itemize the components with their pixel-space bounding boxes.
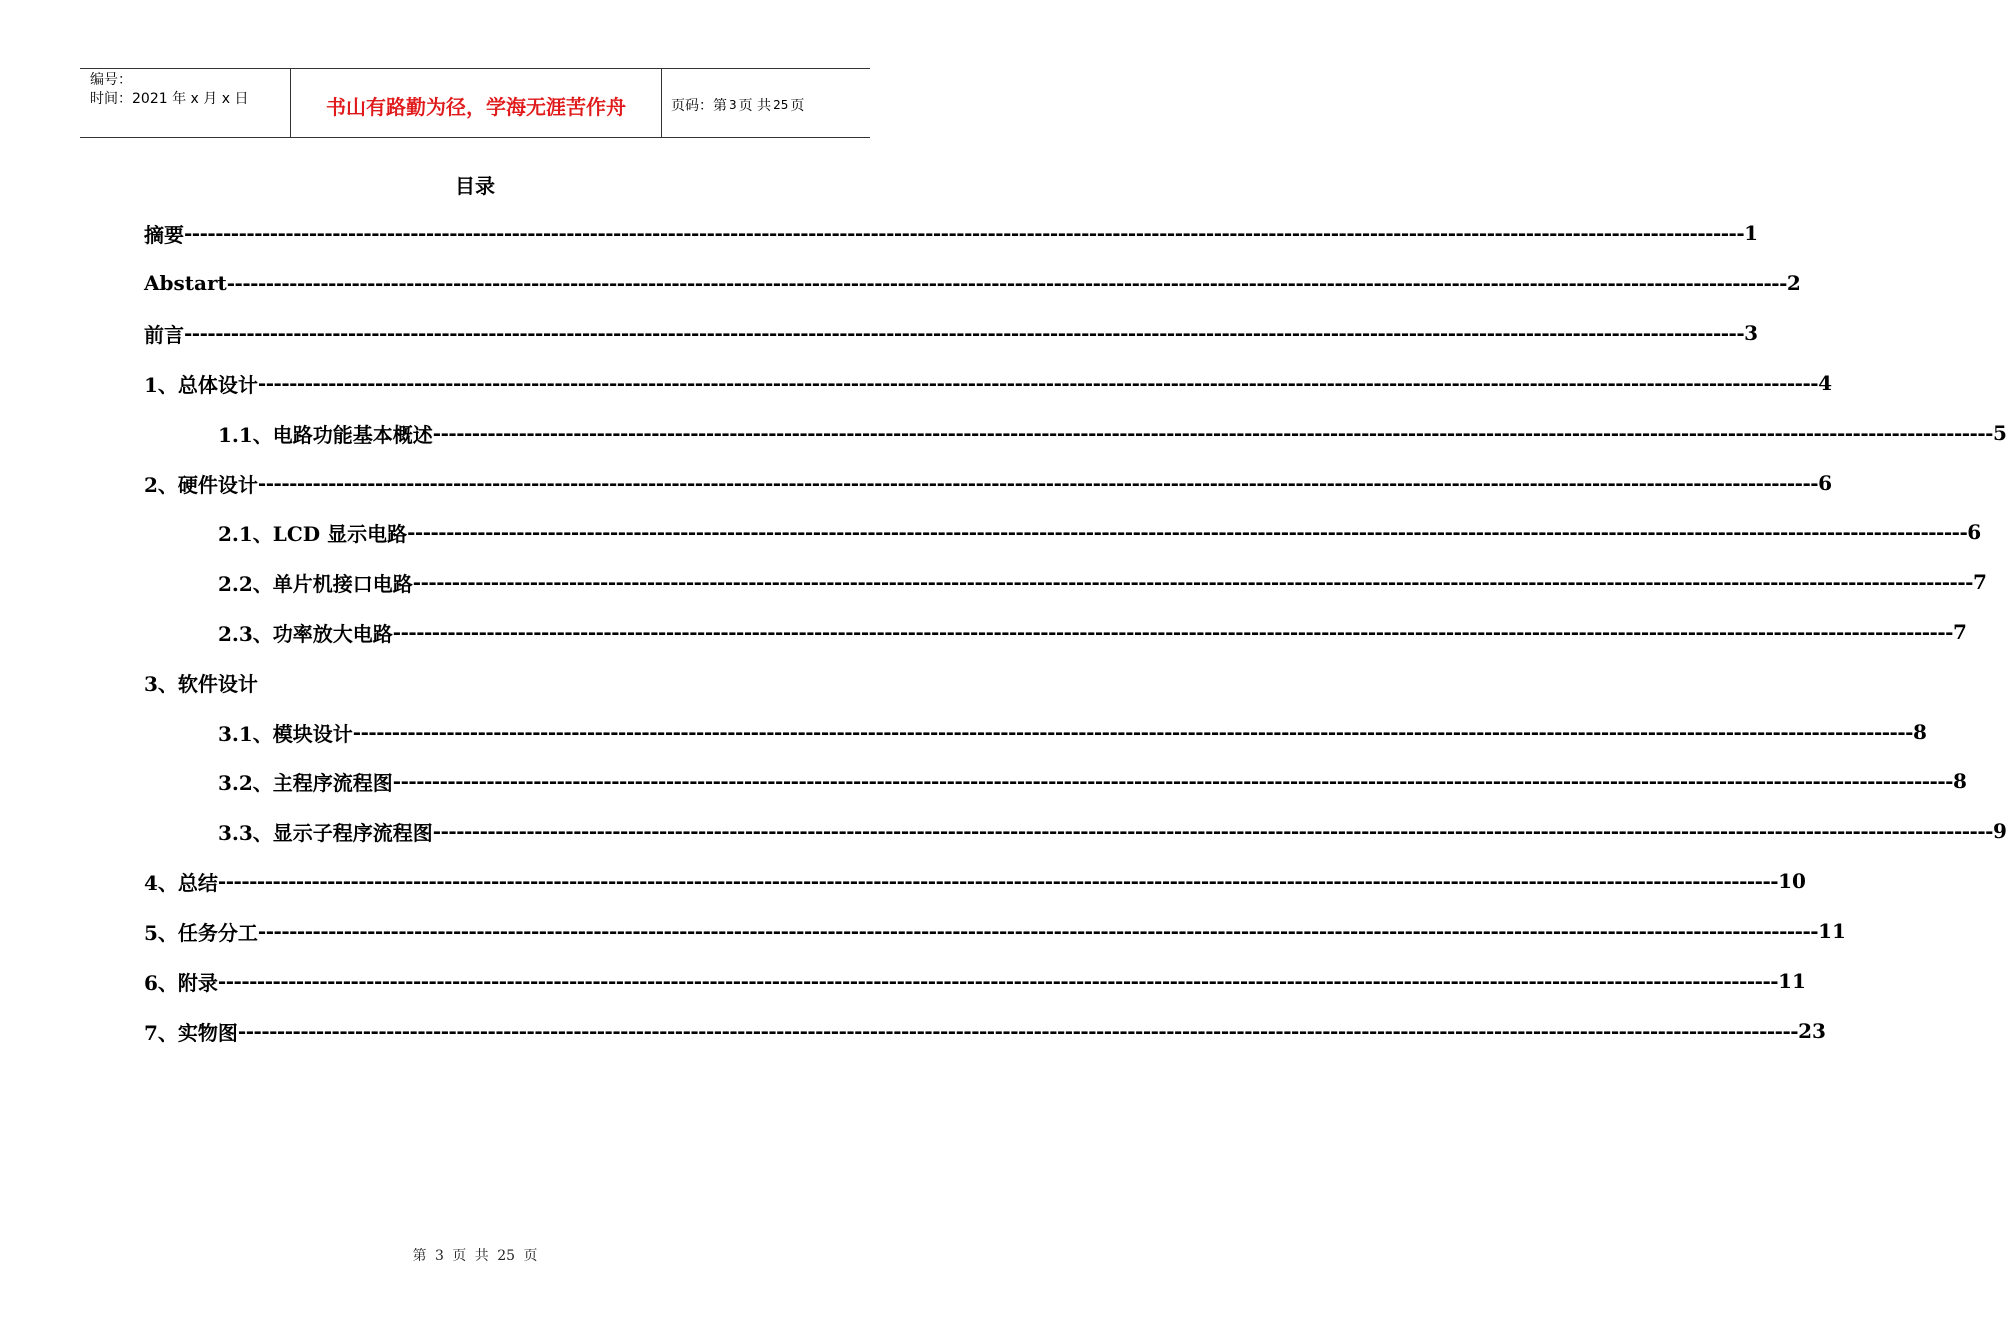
toc-entry[interactable] [144, 966, 1806, 996]
toc-entry[interactable] [218, 766, 1967, 796]
toc-entry-label: 前言 [144, 322, 184, 347]
toc-entry-page: 11 [1818, 919, 1846, 943]
toc-leader-dots: -------------------------------------------------------------------------------------------------------------------------------------------------------------------------------------------------------- [226, 271, 1787, 295]
toc-entry-label: 6、附录 [144, 970, 218, 995]
toc-entry-page: 3 [1744, 321, 1759, 345]
toc-entry[interactable] [144, 468, 1832, 498]
toc-entry-page: 11 [1778, 969, 1806, 993]
toc-leader-dots: -------------------------------------------------------------------------------------------------------------------------------------------------------------------------------------------------------- [392, 620, 1953, 644]
toc-entry[interactable] [144, 667, 444, 697]
toc-entry-page: 1 [1744, 221, 1759, 245]
toc-entry-label: 1.1、电路功能基本概述 [218, 422, 433, 447]
toc-entry-label: 2.1、LCD 显示电路 [218, 521, 408, 546]
toc-leader-dots: -------------------------------------------------------------------------------------------------------------------------------------------------------------------------------------------------------- [412, 570, 1973, 594]
toc-entry[interactable] [144, 368, 1832, 398]
header-number-label: 编号： [90, 72, 132, 88]
toc-entry[interactable] [218, 617, 1967, 647]
toc-entry[interactable] [144, 866, 1806, 896]
header-page-prefix: 页码：第 [671, 97, 727, 114]
toc-leader-dots: -------------------------------------------------------------------------------------------------------------------------------------------------------------------------------------------------------- [217, 869, 1779, 893]
toc-entry-page: 10 [1778, 869, 1806, 893]
toc-entry-label: 3、软件设计 [144, 671, 258, 696]
toc-leader-dots: -------------------------------------------------------------------------------------------------------------------------------------------------------------------------------------------------------- [432, 819, 1993, 843]
toc-entry-label: 3.1、模块设计 [218, 721, 353, 746]
toc-leader-dots: -------------------------------------------------------------------------------------------------------------------------------------------------------------------------------------------------------- [184, 221, 1745, 245]
toc-entry[interactable] [218, 717, 1927, 747]
toc-entry[interactable] [144, 268, 1801, 298]
toc-entry-page: 8 [1912, 720, 1927, 744]
toc-entry-label: 3.3、显示子程序流程图 [218, 820, 433, 845]
toc-entry[interactable] [218, 517, 1982, 547]
toc-leader-dots: -------------------------------------------------------------------------------------------------------------------------------------------------------------------------------------------------------- [184, 321, 1745, 345]
header-page-current: 3 [729, 97, 737, 112]
toc-entry-label: 2.2、单片机接口电路 [218, 571, 413, 596]
toc-entry-page: 4 [1818, 371, 1832, 395]
header-meta [80, 69, 290, 137]
page-header [80, 68, 870, 138]
toc-entry-label: 摘要 [144, 222, 184, 247]
toc-entry-page: 7 [1972, 570, 1987, 594]
toc-entry-label: 1、总体设计 [144, 372, 258, 397]
toc-leader-dots: -------------------------------------------------------------------------------------------------------------------------------------------------------------------------------------------------------- [217, 969, 1779, 993]
toc-entry[interactable] [144, 1016, 1826, 1046]
toc-entry-page: 5 [1992, 421, 2007, 445]
page-footer: 第 3 页 共 25 页 [412, 1248, 538, 1264]
toc-entry-page: 8 [1952, 769, 1967, 793]
toc-entry-label: 4、总结 [144, 870, 218, 895]
toc-entry-page: 7 [1952, 620, 1967, 644]
toc-leader-dots: -------------------------------------------------------------------------------------------------------------------------------------------------------------------------------------------------------- [257, 371, 1819, 395]
toc-entry-page: 2 [1786, 271, 1801, 295]
toc-entry-label: 7、实物图 [144, 1020, 238, 1045]
toc-leader-dots: -------------------------------------------------------------------------------------------------------------------------------------------------------------------------------------------------------- [257, 919, 1819, 943]
toc-entry[interactable] [144, 218, 1759, 248]
toc-entry-label: Abstart [144, 271, 227, 295]
header-page-total: 25 [773, 97, 789, 112]
toc-entry-label: 3.2、主程序流程图 [218, 770, 393, 795]
toc-entry-label: 5、任务分工 [144, 920, 258, 945]
toc-entry-page: 6 [1818, 471, 1832, 495]
toc-leader-dots: -------------------------------------------------------------------------------------------------------------------------------------------------------------------------------------------------------- [392, 769, 1953, 793]
toc-title: 目录 [455, 174, 495, 198]
toc-leader-dots: -------------------------------------------------------------------------------------------------------------------------------------------------------------------------------------------------------- [237, 1019, 1799, 1043]
header-page-suffix: 页 [790, 97, 805, 114]
toc-entry[interactable] [144, 916, 1846, 946]
toc-entry[interactable] [218, 418, 2007, 448]
header-time-label: 时间：2021 年 x 月 x 日 [90, 91, 249, 107]
toc-entry[interactable] [218, 567, 1987, 597]
toc-entry-label: 2、硬件设计 [144, 472, 258, 497]
toc-leader-dots: -------------------------------------------------------------------------------------------------------------------------------------------------------------------------------------------------------- [257, 471, 1819, 495]
toc-entry-page: 23 [1798, 1019, 1826, 1043]
toc-entry[interactable] [144, 318, 1759, 348]
toc-entry-page: 9 [1992, 819, 2007, 843]
toc-leader-dots: -------------------------------------------------------------------------------------------------------------------------------------------------------------------------------------------------------- [407, 520, 1968, 544]
toc-entry-label: 2.3、功率放大电路 [218, 621, 393, 646]
toc-leader-dots: -------------------------------------------------------------------------------------------------------------------------------------------------------------------------------------------------------- [432, 421, 1993, 445]
header-page-info [662, 69, 870, 137]
toc-leader-dots: -------------------------------------------------------------------------------------------------------------------------------------------------------------------------------------------------------- [352, 720, 1913, 744]
header-page-mid: 页 共 [738, 97, 772, 114]
header-motto: 书山有路勤为径，学海无涯苦作舟 [290, 69, 662, 137]
toc-entry-page: 6 [1967, 520, 1982, 544]
toc-entry[interactable] [218, 816, 2007, 846]
